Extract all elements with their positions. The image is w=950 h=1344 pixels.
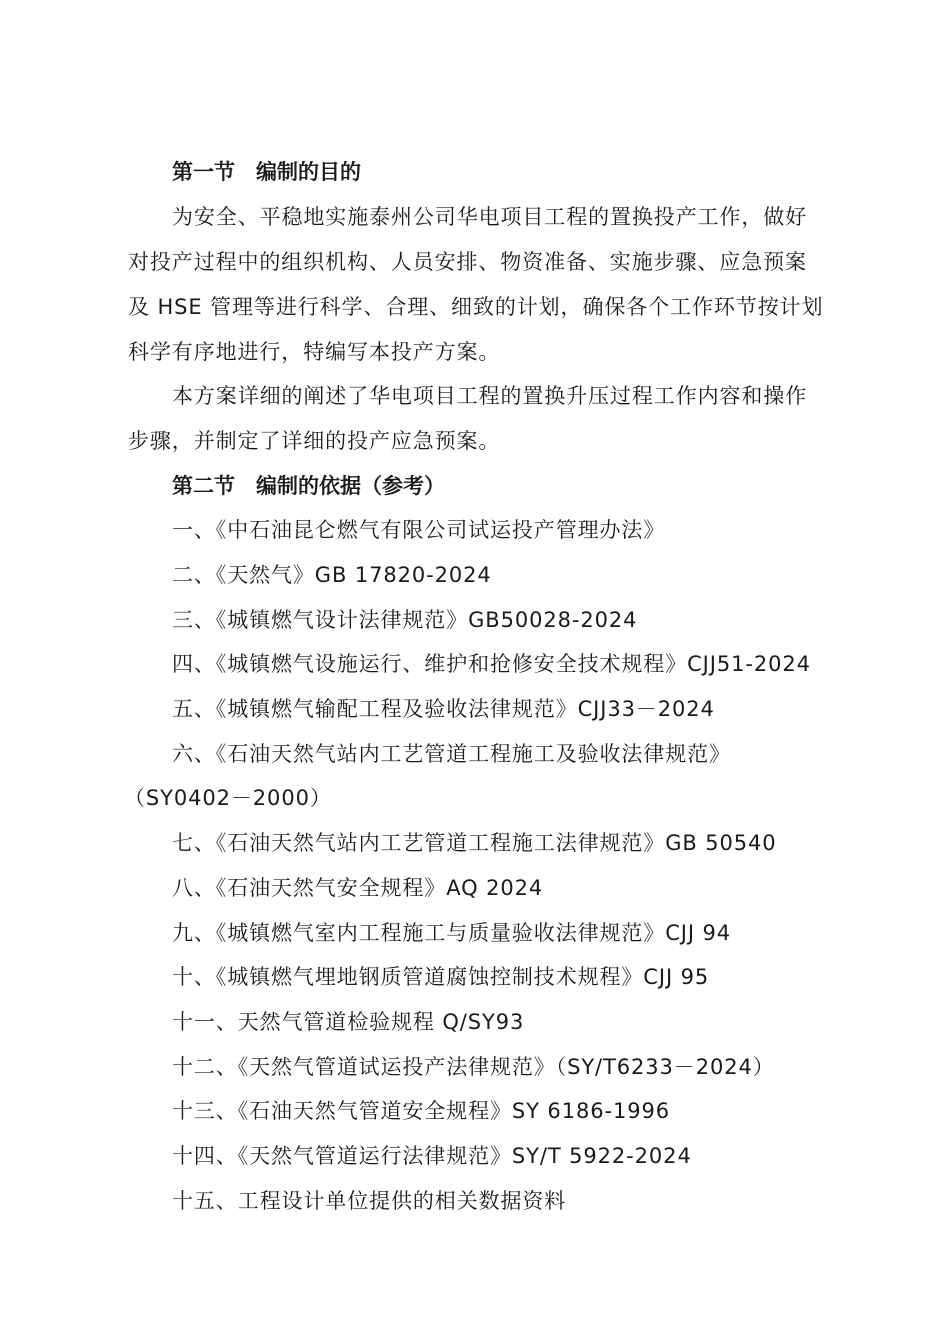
- reference-item: 一、《中石油昆仑燃气有限公司试运投产管理办法》: [172, 518, 666, 542]
- reference-item: 十四、《天然气管道运行法律规范》SY/T 5922-2024: [172, 1144, 692, 1168]
- reference-item: 十五、工程设计单位提供的相关数据资料: [172, 1189, 567, 1213]
- reference-item: 十、《城镇燃气埋地钢质管道腐蚀控制技术规程》CJJ 95: [172, 965, 710, 989]
- reference-item: 十二、《天然气管道试运投产法律规范》（SY/T6233－2024）: [172, 1055, 775, 1079]
- reference-item: 四、《城镇燃气设施运行、维护和抢修安全技术规程》CJJ51-2024: [172, 652, 811, 676]
- section2-title: 第二节 编制的依据（参考）: [172, 474, 445, 498]
- reference-item-continuation: （SY0402－2000）: [124, 786, 332, 810]
- reference-item: 八、《石油天然气安全规程》AQ 2024: [172, 876, 544, 900]
- reference-item: 二、《天然气》GB 17820-2024: [172, 563, 492, 587]
- section1-para1-line1: 为安全、平稳地实施泰州公司华电项目工程的置换投产工作，做好: [172, 205, 808, 229]
- reference-item: 九、《城镇燃气室内工程施工与质量验收法律规范》CJJ 94: [172, 921, 732, 945]
- section1-para1-line4: 科学有序地进行，特编写本投产方案。: [128, 340, 501, 364]
- reference-item: 五、《城镇燃气输配工程及验收法律规范》CJJ33－2024: [172, 697, 715, 721]
- reference-item: 十三、《石油天然气管道安全规程》SY 6186-1996: [172, 1099, 670, 1123]
- reference-item: 七、《石油天然气站内工艺管道工程施工法律规范》GB 50540: [172, 831, 777, 855]
- section1-para2-line1: 本方案详细的阐述了华电项目工程的置换升压过程工作内容和操作: [172, 384, 808, 408]
- section1-title: 第一节 编制的目的: [172, 160, 361, 184]
- reference-item: 三、《城镇燃气设计法律规范》GB50028-2024: [172, 608, 638, 632]
- reference-item: 六、《石油天然气站内工艺管道工程施工及验收法律规范》: [172, 742, 731, 766]
- section1-para2-line2: 步骤，并制定了详细的投产应急预案。: [128, 429, 501, 453]
- section1-para1-line2: 对投产过程中的组织机构、人员安排、物资准备、实施步骤、应急预案: [128, 250, 807, 274]
- section1-para1-line3: 及 HSE 管理等进行科学、合理、细致的计划，确保各个工作环节按计划: [128, 295, 824, 319]
- reference-item: 十一、天然气管道检验规程 Q/SY93: [172, 1010, 525, 1034]
